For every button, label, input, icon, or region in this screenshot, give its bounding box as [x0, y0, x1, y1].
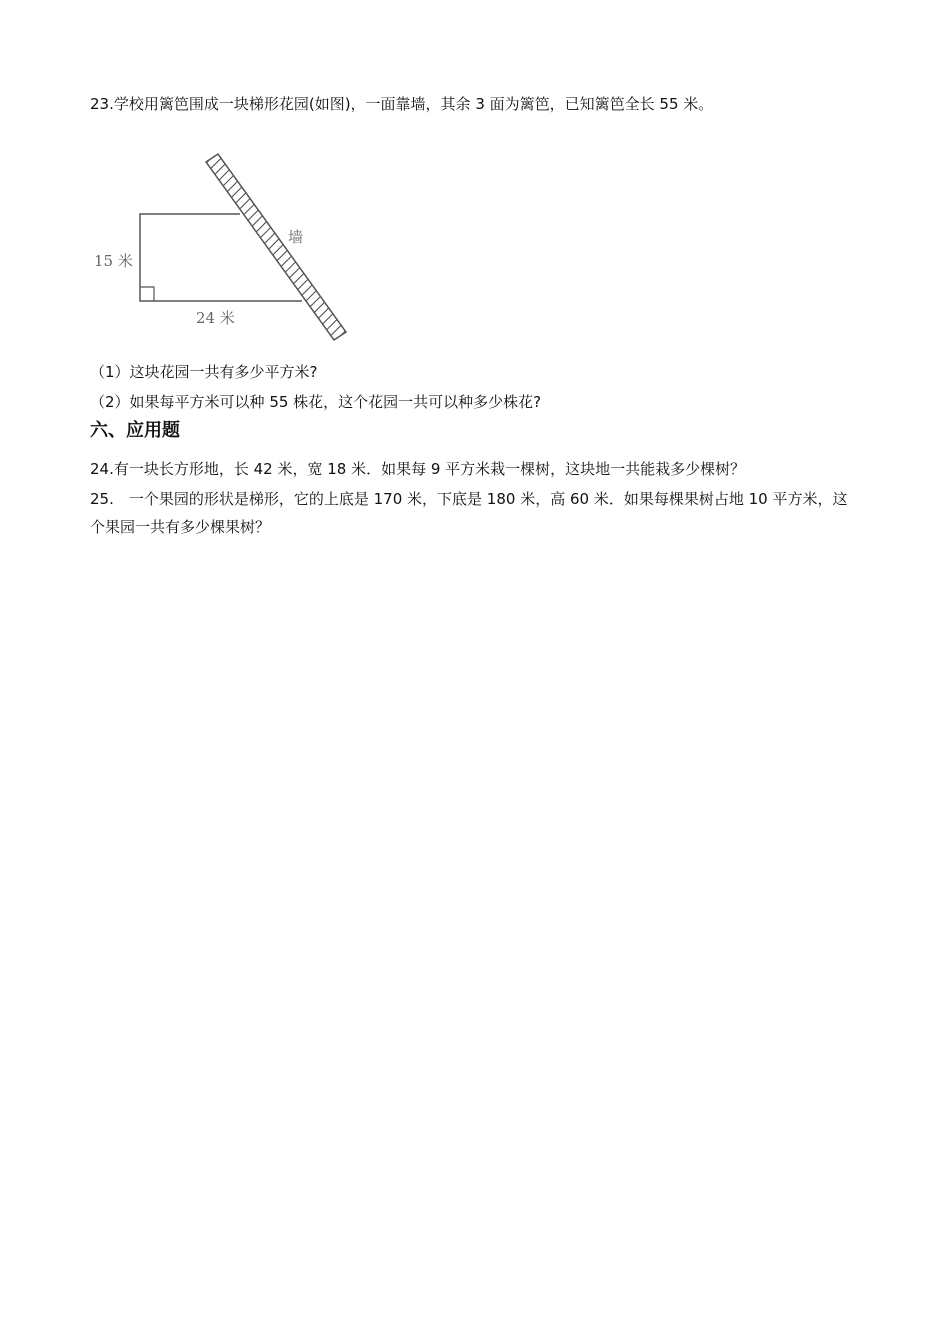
bottom-side-label: 24 米: [196, 309, 235, 327]
right-angle-marker: [140, 287, 154, 301]
question-23-text: 23.学校用篱笆围成一块梯形花园(如图)，一面靠墙，其余 3 面为篱笆，已知篱笆全长 55 米。: [90, 95, 714, 113]
question-24-text: 24.有一块长方形地，长 42 米，宽 18 米．如果每 9 平方米栽一棵树，这块地一共能栽多少棵树？: [90, 460, 746, 478]
wall-label: 墙: [288, 228, 304, 246]
left-side-label: 15 米: [94, 252, 133, 270]
question-23-sub2: （2）如果每平方米可以种 55 株花，这个花园一共可以种多少株花?: [90, 393, 542, 411]
question-25-text: 25. 一个果园的形状是梯形，它的上底是 170 米，下底是 180 米，高 60 米．如果每棵果树占地 10 平方米，这个果园一共有多少棵果树？: [90, 490, 848, 536]
section-title: 六、应用题: [90, 420, 180, 441]
question-23-sub1: （1）这块花园一共有多少平方米?: [90, 363, 318, 381]
trapezoid-garden-figure: [90, 150, 360, 350]
